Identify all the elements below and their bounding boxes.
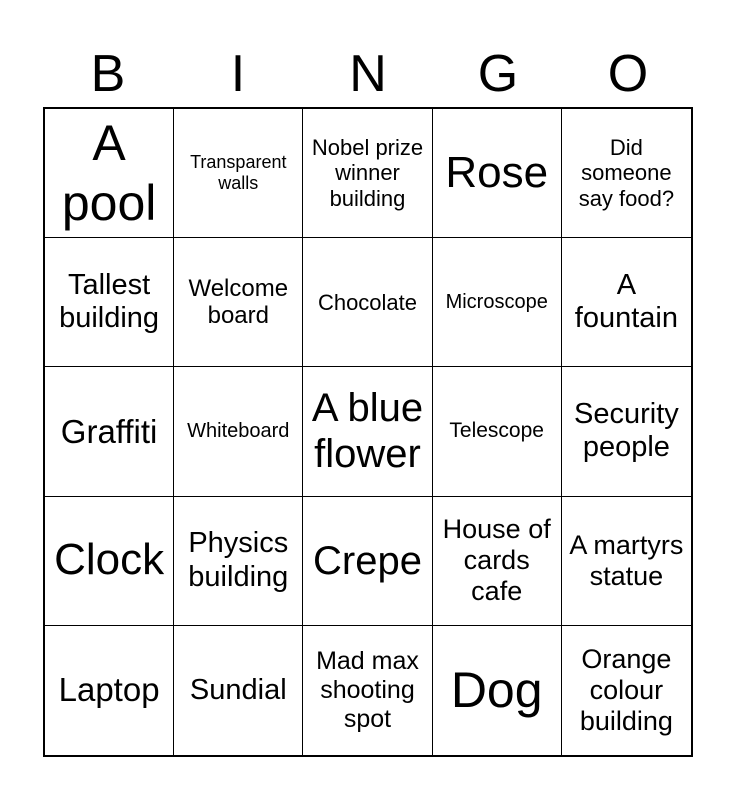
bingo-cell[interactable]: Whiteboard (174, 367, 303, 496)
header-letter-g: G (477, 45, 519, 103)
bingo-cell[interactable]: Nobel prize winner building (303, 109, 432, 238)
bingo-cell[interactable]: A fountain (562, 238, 691, 367)
header-letter-n: N (349, 45, 387, 103)
bingo-cell[interactable]: Chocolate (303, 238, 432, 367)
header-letter-i: I (230, 45, 246, 103)
header-letter-o: O (607, 45, 649, 103)
bingo-cell[interactable]: Did someone say food? (562, 109, 691, 238)
bingo-cell[interactable]: Security people (562, 367, 691, 496)
bingo-cell[interactable]: Tallest building (45, 238, 174, 367)
bingo-cell[interactable]: Laptop (45, 626, 174, 755)
bingo-cell[interactable]: Rose (433, 109, 562, 238)
bingo-cell[interactable]: Dog (433, 626, 562, 755)
bingo-cell[interactable]: Clock (45, 497, 174, 626)
bingo-card (43, 107, 693, 757)
bingo-cell[interactable]: A martyrs statue (562, 497, 691, 626)
bingo-cell[interactable]: House of cards cafe (433, 497, 562, 626)
bingo-cell[interactable]: Sundial (174, 626, 303, 755)
header-letter-b: B (90, 45, 126, 103)
bingo-header (43, 40, 693, 108)
bingo-cell[interactable]: A blue flower (303, 367, 432, 496)
bingo-cell[interactable]: Crepe (303, 497, 432, 626)
bingo-cell[interactable]: Physics building (174, 497, 303, 626)
bingo-cell[interactable]: Microscope (433, 238, 562, 367)
bingo-cell[interactable]: Graffiti (45, 367, 174, 496)
bingo-cell[interactable]: Telescope (433, 367, 562, 496)
bingo-cell[interactable]: A pool (45, 109, 174, 238)
bingo-cell[interactable]: Mad max shooting spot (303, 626, 432, 755)
bingo-cell[interactable]: Transparent walls (174, 109, 303, 238)
bingo-cell[interactable]: Welcome board (174, 238, 303, 367)
bingo-cell[interactable]: Orange colour building (579, 643, 673, 736)
